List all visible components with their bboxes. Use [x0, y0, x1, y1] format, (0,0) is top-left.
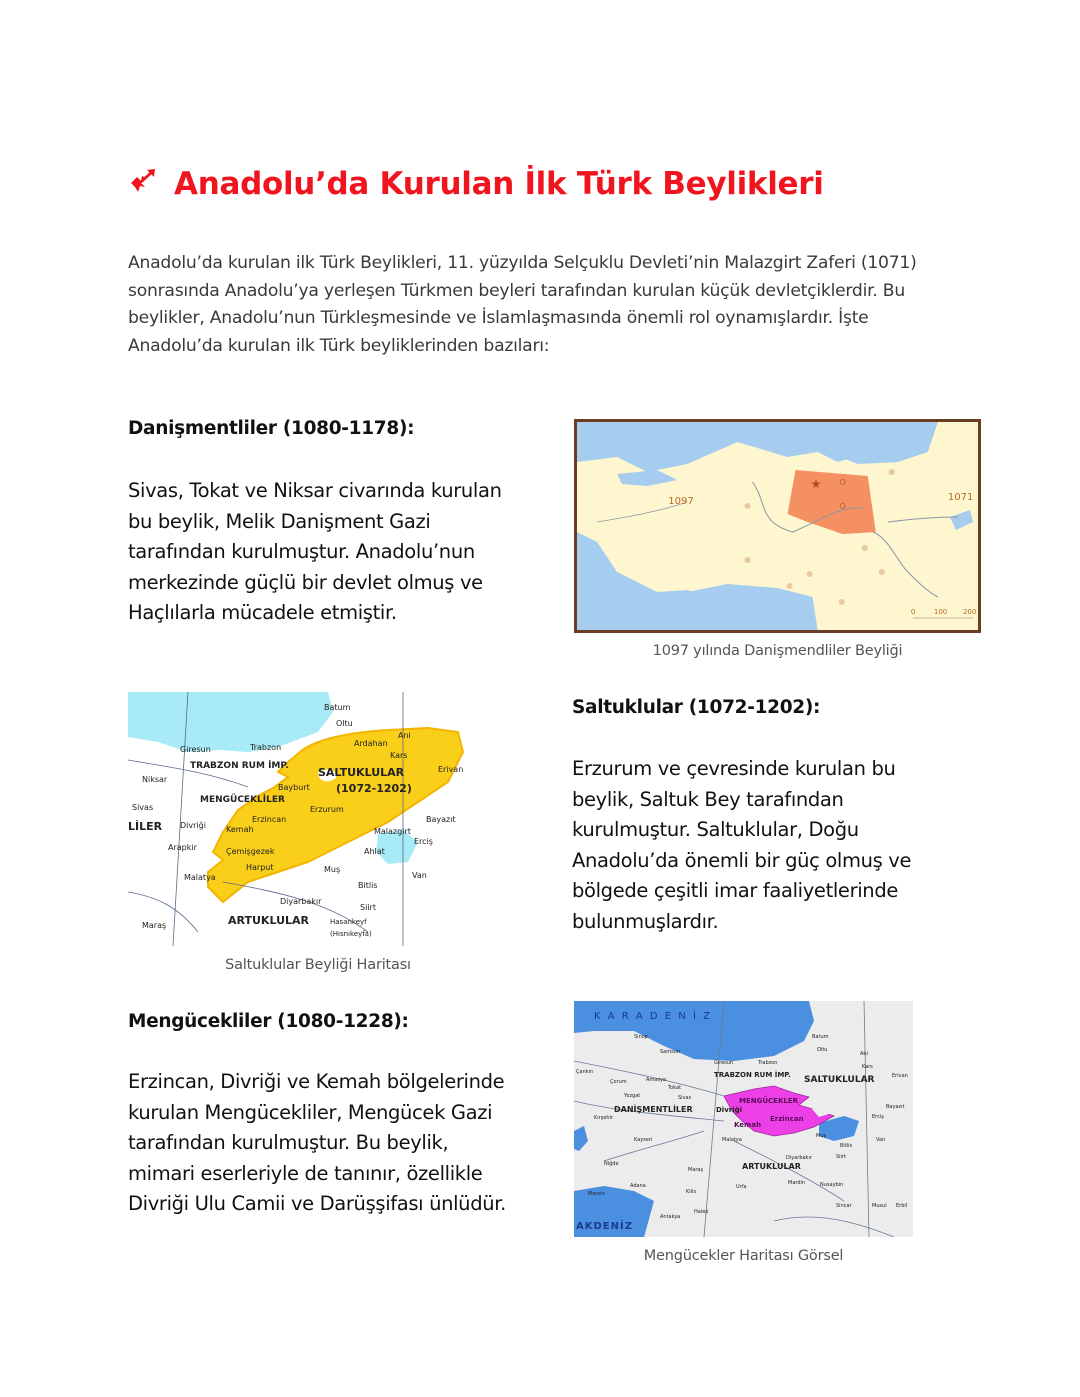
- svg-text:Erbil: Erbil: [896, 1203, 908, 1209]
- section-body-danismentliler: Sivas, Tokat ve Niksar civarında kurulan bu beylik, Melik Danişment Gazi tarafından kurulmuştur. Anadolu’nun merkezinde güçlü bir devlet olmuş ve Haçlılarla mücadele etmiştir.: [128, 479, 502, 624]
- svg-text:Trabzon: Trabzon: [250, 743, 282, 752]
- svg-text:Maraş: Maraş: [688, 1167, 704, 1173]
- svg-text:Muş: Muş: [324, 865, 341, 874]
- svg-text:Muş: Muş: [816, 1133, 827, 1139]
- svg-text:Ani: Ani: [860, 1051, 868, 1057]
- svg-text:Kars: Kars: [390, 751, 408, 760]
- svg-text:Oltu: Oltu: [817, 1047, 828, 1053]
- svg-text:(1072-1202): (1072-1202): [336, 782, 412, 795]
- svg-text:Kayseri: Kayseri: [634, 1137, 653, 1143]
- svg-text:Çorum: Çorum: [610, 1079, 627, 1085]
- svg-text:Mardin: Mardin: [788, 1180, 806, 1186]
- svg-text:Kars: Kars: [862, 1064, 873, 1070]
- svg-text:Divriği: Divriği: [180, 821, 206, 830]
- svg-text:Kırşehir: Kırşehir: [594, 1115, 614, 1121]
- svg-text:Niğde: Niğde: [604, 1161, 619, 1167]
- svg-text:Malatya: Malatya: [722, 1137, 742, 1143]
- svg-text:Bayazıt: Bayazıt: [426, 815, 456, 824]
- svg-text:Siirt: Siirt: [836, 1154, 846, 1160]
- section-body-saltuklular: Erzurum ve çevresinde kurulan bu beylik, Saltuk Bey tarafından kurulmuştur. Saltuklular, Doğu Anadolu’da önemli bir güç olmuş ve bölgede çeşitli imar faaliyetlerinde bulunmuşlardır.: [572, 757, 912, 933]
- svg-text:Urfa: Urfa: [736, 1184, 747, 1190]
- svg-text:Malazgirt: Malazgirt: [374, 827, 411, 836]
- svg-text:DANİŞMENTLİLER: DANİŞMENTLİLER: [614, 1105, 693, 1114]
- svg-text:K A R A D E N İ Z: K A R A D E N İ Z: [594, 1011, 712, 1022]
- svg-text:Erivan: Erivan: [892, 1073, 908, 1079]
- svg-text:Erzincan: Erzincan: [770, 1115, 804, 1123]
- section-body-mengucekliler: Erzincan, Divriği ve Kemah bölgelerinde kurulan Mengücekliler, Mengücek Gazi tarafından kurulmuştur. Bu beylik, mimari eserleriyle de tanınır, özellikle Divriği Ulu Camii ve Darüşşifası ünlüdür.: [128, 1070, 506, 1215]
- svg-text:Diyarbakır: Diyarbakır: [786, 1155, 812, 1161]
- svg-text:ARTUKLULAR: ARTUKLULAR: [742, 1162, 801, 1171]
- svg-text:0: 0: [910, 608, 916, 616]
- svg-text:Bayazıt: Bayazıt: [886, 1104, 905, 1110]
- svg-text:Çemişgezek: Çemişgezek: [226, 847, 275, 856]
- svg-text:Sinop: Sinop: [634, 1034, 648, 1040]
- svg-text:Ani: Ani: [398, 731, 411, 740]
- section-heading-saltuklular: Saltuklular (1072-1202):: [572, 697, 821, 718]
- svg-text:Tokat: Tokat: [668, 1085, 682, 1091]
- svg-text:SALTUKLULAR: SALTUKLULAR: [804, 1075, 875, 1085]
- svg-text:Oltu: Oltu: [336, 719, 353, 728]
- svg-text:AKDENİZ: AKDENİZ: [576, 1221, 633, 1232]
- svg-text:Erzurum: Erzurum: [310, 805, 344, 814]
- svg-text:Samsun: Samsun: [660, 1049, 681, 1055]
- svg-text:Bitlis: Bitlis: [840, 1143, 853, 1149]
- svg-text:1097: 1097: [668, 496, 694, 507]
- svg-text:Maraş: Maraş: [142, 921, 167, 930]
- svg-text:MENGÜCEKLİLER: MENGÜCEKLİLER: [200, 795, 285, 805]
- svg-text:Kemah: Kemah: [734, 1121, 762, 1129]
- svg-text:Divriği: Divriği: [716, 1106, 743, 1114]
- map-caption-mengucekliler: Mengücekler Haritası Görsel: [643, 1248, 844, 1264]
- svg-text:Trabzon: Trabzon: [758, 1060, 778, 1066]
- svg-text:Adana: Adana: [630, 1183, 646, 1189]
- svg-text:(Hısnıkeyfa): (Hısnıkeyfa): [330, 930, 372, 938]
- map-danismentliler: [574, 419, 981, 633]
- svg-text:Kilis: Kilis: [686, 1189, 697, 1195]
- svg-text:TRABZON RUM İMP.: TRABZON RUM İMP.: [190, 761, 289, 771]
- svg-text:MENGÜCEKLER: MENGÜCEKLER: [739, 1097, 799, 1105]
- svg-text:Diyarbakır: Diyarbakır: [280, 897, 322, 906]
- svg-text:Antakya: Antakya: [660, 1214, 681, 1220]
- svg-text:Erciş: Erciş: [872, 1114, 884, 1120]
- svg-text:Giresun: Giresun: [180, 745, 211, 754]
- svg-text:Van: Van: [876, 1137, 886, 1143]
- svg-text:200: 200: [962, 608, 977, 616]
- map-saltuklular: [128, 692, 473, 946]
- svg-text:Bitlis: Bitlis: [358, 881, 378, 890]
- svg-text:Nusaybin: Nusaybin: [820, 1182, 844, 1188]
- svg-text:100: 100: [933, 608, 948, 616]
- svg-text:Siirt: Siirt: [360, 903, 376, 912]
- svg-text:Sivas: Sivas: [678, 1095, 692, 1101]
- svg-text:Ardahan: Ardahan: [354, 739, 388, 748]
- svg-text:Van: Van: [412, 871, 427, 880]
- svg-text:Erzincan: Erzincan: [252, 815, 287, 824]
- svg-text:Batum: Batum: [324, 703, 351, 712]
- arrow-icon: [128, 164, 160, 204]
- page-title: [128, 164, 824, 204]
- svg-text:Çankırı: Çankırı: [576, 1069, 594, 1075]
- svg-text:Sivas: Sivas: [132, 803, 154, 812]
- svg-text:Arapkir: Arapkir: [168, 843, 197, 852]
- svg-text:Mersin: Mersin: [588, 1191, 605, 1197]
- svg-text:Hasankeyf: Hasankeyf: [330, 918, 367, 926]
- map-caption-saltuklular: Saltuklular Beyliği Haritası: [225, 957, 411, 973]
- svg-text:Malatya: Malatya: [184, 873, 216, 882]
- map-caption-danismentliler: 1097 yılında Danişmendliler Beyliği: [652, 643, 903, 659]
- svg-text:Niksar: Niksar: [142, 775, 168, 784]
- map-mengucekliler: [574, 1001, 913, 1237]
- svg-text:Erciş: Erciş: [414, 837, 433, 846]
- svg-text:Harput: Harput: [246, 863, 274, 872]
- svg-text:TRABZON RUM İMP.: TRABZON RUM İMP.: [714, 1071, 791, 1079]
- svg-text:Giresun: Giresun: [714, 1060, 734, 1066]
- svg-text:Sincar: Sincar: [836, 1203, 852, 1209]
- svg-text:Erivan: Erivan: [438, 765, 464, 774]
- svg-text:Amasya: Amasya: [646, 1077, 666, 1083]
- svg-text:LİLER: LİLER: [128, 820, 163, 833]
- svg-text:Yozgat: Yozgat: [624, 1093, 641, 1099]
- page-title-text: Anadolu’da Kurulan İlk Türk Beylikleri: [174, 166, 824, 202]
- section-heading-mengucekliler: Mengücekliler (1080-1228):: [128, 1011, 409, 1032]
- svg-text:★: ★: [810, 477, 822, 491]
- svg-text:Musul: Musul: [872, 1203, 887, 1209]
- svg-text:SALTUKLULAR: SALTUKLULAR: [318, 766, 405, 779]
- svg-text:Bayburt: Bayburt: [278, 783, 310, 792]
- svg-text:1071: 1071: [947, 492, 974, 503]
- svg-text:Halep: Halep: [694, 1209, 709, 1215]
- svg-text:Kemah: Kemah: [226, 825, 254, 834]
- section-heading-danismentliler: Danişmentliler (1080-1178):: [128, 418, 415, 439]
- svg-text:ARTUKLULAR: ARTUKLULAR: [228, 914, 309, 927]
- svg-text:Ahlat: Ahlat: [364, 847, 385, 856]
- svg-text:Batum: Batum: [812, 1034, 829, 1040]
- intro-paragraph: Anadolu’da kurulan ilk Türk Beylikleri, 11. yüzyılda Selçuklu Devleti’nin Malazgirt Zaferi (1071) sonrasında Anadolu’ya yerleşen Türkmen beyleri tarafından kurulan küçük devletçiklerdir. Bu beylikler, Anadolu’nun Türkleşmesinde ve İslamlaşmasında önemli rol oynamışlardır. İşte Anadolu’da kurulan ilk Türk beyliklerinden bazıları:: [128, 253, 917, 356]
